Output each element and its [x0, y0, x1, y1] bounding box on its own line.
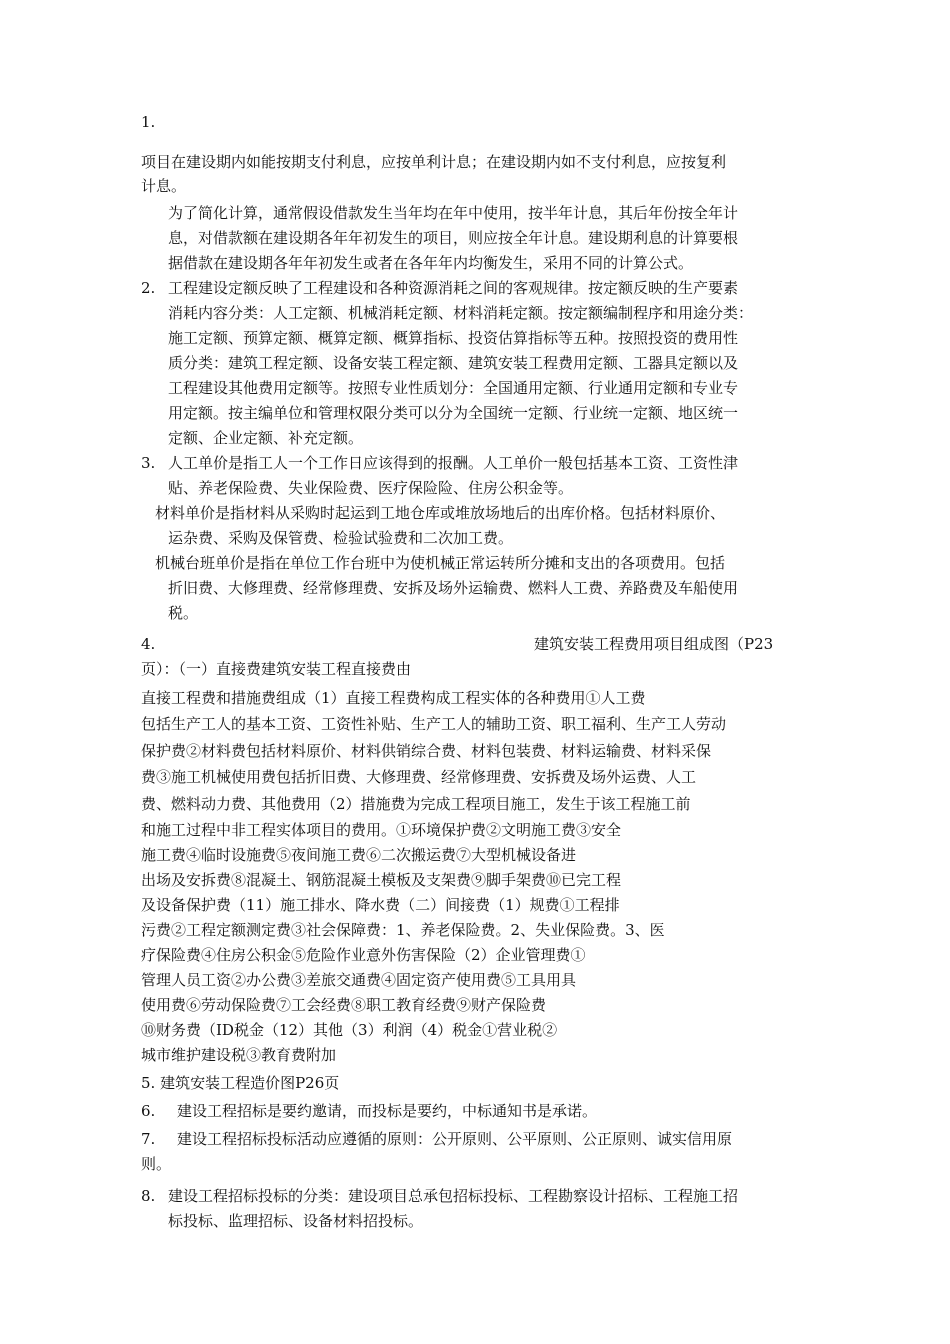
item-6-number: 6.	[141, 1102, 156, 1120]
item-7-line: 建设工程招标投标活动应遵循的原则：公开原则、公平原则、公正原则、诚实信用原	[177, 1130, 733, 1148]
item-1-line: 为了简化计算，通常假设借款发生当年均在年中使用，按半年计息，其后年份按全年计	[168, 204, 739, 222]
item-4-line: 疗保险费④住房公积金⑤危险作业意外伤害保险（2）企业管理费①	[141, 946, 586, 964]
item-3-material-line: 材料单价是指材料从采购时起运到工地仓库或堆放场地后的出库价格。包括材料原价、	[155, 504, 726, 522]
item-2-line: 消耗内容分类：人工定额、机械消耗定额、材料消耗定额。按定额编制程序和用途分类：	[168, 304, 754, 322]
item-1-line: 据借款在建设期各年年初发生或者在各年年内均衡发生，采用不同的计算公式。	[168, 254, 694, 272]
item-4-line: 保护费②材料费包括材料原价、材料供销综合费、材料包装费、材料运输费、材料采保	[141, 742, 712, 760]
item-3-number: 3.	[141, 454, 156, 472]
item-4-line: 和施工过程中非工程实体项目的费用。①环境保护费②文明施工费③安全	[141, 821, 622, 839]
item-1-line: 息，对借款额在建设期各年年初发生的项目，则应按全年计息。建设期利息的计算要根	[168, 229, 739, 247]
item-6-text: 建设工程招标是要约邀请，而投标是要约，中标通知书是承诺。	[177, 1102, 598, 1120]
item-2-line: 工程建设其他费用定额等。按照专业性质划分：全国通用定额、行业通用定额和专业专	[168, 379, 739, 397]
item-4-line: 页）：（一）直接费建筑安装工程直接费由	[141, 660, 412, 678]
item-4-line: ⑩财务费（ID税金（12）其他（3）利润（4）税金①营业税②	[141, 1021, 558, 1039]
item-5-text: 5. 建筑安装工程造价图P26页	[141, 1074, 340, 1092]
item-8-line: 标投标、监理招标、设备材料招投标。	[168, 1212, 424, 1230]
item-2-line: 定额、企业定额、补充定额。	[168, 429, 364, 447]
item-3-line: 人工单价是指工人一个工作日应该得到的报酬。人工单价一般包括基本工资、工资性津	[168, 454, 739, 472]
item-3-line: 贴、养老保险费、失业保险费、医疗保险险、住房公积金等。	[168, 479, 574, 497]
item-2-line: 用定额。按主编单位和管理权限分类可以分为全国统一定额、行业统一定额、地区统一	[168, 404, 739, 422]
item-4-line: 及设备保护费（11）施工排水、降水费（二）间接费（1）规费①工程排	[141, 896, 620, 914]
item-1-line: 项目在建设期内如能按期支付利息，应按单利计息；在建设期内如不支付利息，应按复利	[141, 153, 727, 171]
item-4-line: 费③施工机械使用费包括折旧费、大修理费、经常修理费、安拆费及场外运费、人工	[141, 768, 697, 786]
item-4-line: 污费②工程定额测定费③社会保障费：1、养老保险费。2、失业保险费。3、医	[141, 921, 665, 939]
item-4-heading: 建筑安装工程费用项目组成图（P23	[534, 635, 774, 653]
item-4-line: 出场及安拆费⑧混凝土、钢筋混凝土模板及支架费⑨脚手架费⑩已完工程	[141, 871, 622, 889]
item-1-line: 计息。	[141, 177, 187, 195]
item-2-number: 2.	[141, 279, 156, 297]
item-3-material-line: 运杂费、采购及保管费、检验试验费和二次加工费。	[168, 529, 514, 547]
item-4-line: 城市维护建设税③教育费附加	[141, 1046, 337, 1064]
item-8-number: 8.	[141, 1187, 156, 1205]
item-2-line: 施工定额、预算定额、概算定额、概算指标、投资估算指标等五种。按照投资的费用性	[168, 329, 739, 347]
item-4-line: 施工费④临时设施费⑤夜间施工费⑥二次搬运费⑦大型机械设备进	[141, 846, 577, 864]
item-3-machine-line: 折旧费、大修理费、经常修理费、安拆及场外运输费、燃料人工费、养路费及车船使用	[168, 579, 739, 597]
item-4-line: 费、燃料动力费、其他费用（2）措施费为完成工程项目施工，发生于该工程施工前	[141, 795, 691, 813]
item-2-line: 工程建设定额反映了工程建设和各种资源消耗之间的客观规律。按定额反映的生产要素	[168, 279, 739, 297]
item-4-number: 4.	[141, 635, 156, 653]
item-4-line: 包括生产工人的基本工资、工资性补贴、生产工人的辅助工资、职工福利、生产工人劳动	[141, 715, 727, 733]
item-4-line: 管理人员工资②办公费③差旅交通费④固定资产使用费⑤工具用具	[141, 971, 577, 989]
item-7-line: 则。	[141, 1155, 172, 1173]
item-8-line: 建设工程招标投标的分类：建设项目总承包招标投标、工程勘察设计招标、工程施工招	[168, 1187, 739, 1205]
item-3-machine-line: 机械台班单价是指在单位工作台班中为使机械正常运转所分摊和支出的各项费用。包括	[155, 554, 726, 572]
item-4-line: 直接工程费和措施费组成（1）直接工程费构成工程实体的各种费用①人工费	[141, 689, 646, 707]
item-3-machine-line: 税。	[168, 604, 199, 622]
item-7-number: 7.	[141, 1130, 156, 1148]
item-1-number: 1.	[141, 113, 156, 131]
item-2-line: 质分类：建筑工程定额、设备安装工程定额、建筑安装工程费用定额、工器具定额以及	[168, 354, 739, 372]
item-4-line: 使用费⑥劳动保险费⑦工会经费⑧职工教育经费⑨财产保险费	[141, 996, 547, 1014]
